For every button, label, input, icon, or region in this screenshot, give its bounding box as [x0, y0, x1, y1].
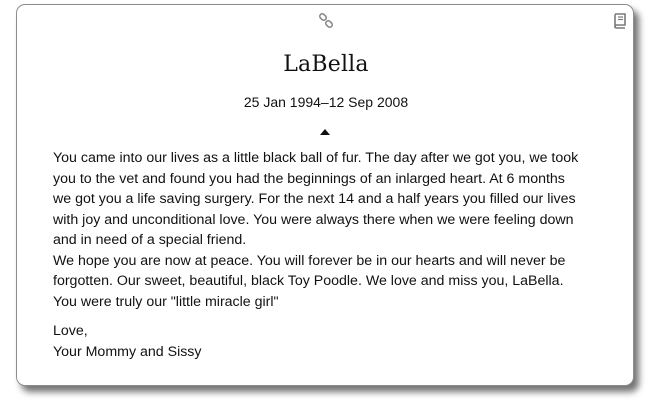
message-line: We hope you are now at peace. You will forever be in our hearts and will never be: [53, 252, 566, 269]
message-line: with joy and unconditional love. You were always there when we were feeling down: [53, 211, 574, 228]
signoff: [53, 321, 453, 362]
message-line: You came into our lives as a little black ball of fur. The day after we got you, we took: [53, 150, 579, 166]
message-line: forgotten. Our sweet, beautiful, black Toy Poodle. We love and miss you, LaBella.: [53, 273, 564, 289]
memorial-message: [53, 148, 618, 312]
memorial-card: [16, 4, 634, 386]
memorial-dates: 25 Jan 1994–12 Sep 2008: [243, 94, 409, 110]
collapse-arrow-up-icon[interactable]: [320, 129, 330, 135]
book-icon[interactable]: [613, 13, 627, 29]
memorial-name: LaBella: [283, 52, 369, 77]
message-line: you to the vet and found you had the beginnings of an inlarged heart. At 6 months: [53, 170, 565, 187]
message-line: You were truly our "little miracle girl": [53, 293, 279, 310]
message-line: and in need of a special friend.: [53, 232, 247, 248]
message-line: we got you a life saving surgery. For the next 14 and a half years you filled our lives: [53, 191, 576, 207]
link-icon[interactable]: [318, 13, 334, 29]
signoff-salutation: Love,: [53, 323, 88, 339]
signoff-signature: Your Mommy and Sissy: [53, 343, 202, 360]
